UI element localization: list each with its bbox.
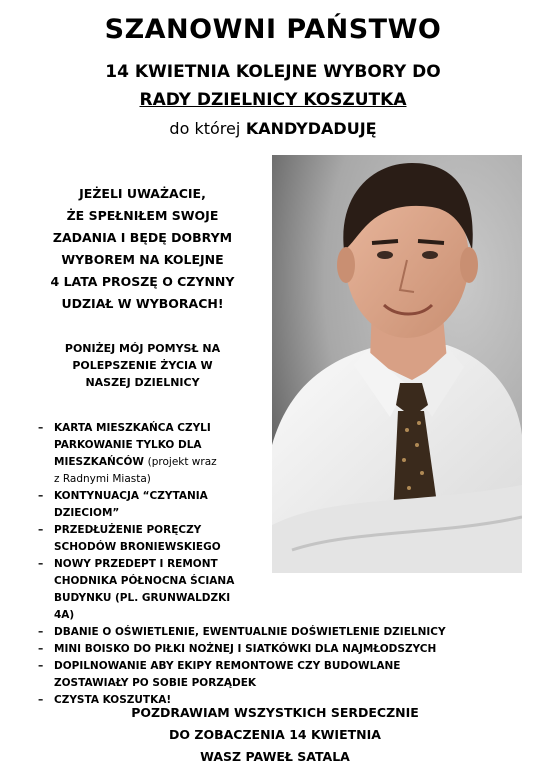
idea-line: PARKOWANIE TYLKO DLA [54, 439, 202, 451]
idea-line: SCHODÓW BRONIEWSKIEGO [54, 541, 221, 553]
idea-line: – KONTYNUACJA “CZYTANIA [54, 490, 208, 502]
closing-line: POZDRAWIAM WSZYSTKICH SERDECZNIE [131, 705, 419, 720]
list-item [38, 624, 518, 641]
appeal-line: ŻE SPEŁNIŁEM SWOJE [66, 208, 219, 223]
idea-line: CHODNIKA PÓŁNOCNA ŚCIANA [54, 575, 235, 587]
idea-project-note: (projekt wraz [147, 456, 217, 468]
closing-signature-name: WASZ PAWEŁ SATALA [200, 749, 350, 764]
intro-line: NASZEJ DZIELNICY [85, 376, 200, 389]
ideas-intro [30, 340, 255, 391]
intro-line: PONIŻEJ MÓJ POMYSŁ NA [64, 342, 221, 355]
appeal-line: JEŻELI UWAŻACIE, [79, 186, 206, 201]
list-item [38, 522, 244, 556]
headline-council-name [0, 90, 546, 110]
appeal-line: 4 LATA PROSZĘ O CZYNNY [50, 274, 235, 289]
idea-line: – KARTA MIESZKAŃCA CZYLI [54, 422, 211, 434]
ideas-list [38, 420, 518, 709]
intro-line: POLEPSZENIE ŻYCIA W [72, 359, 213, 372]
idea-line [54, 454, 244, 471]
closing-signature [90, 702, 460, 768]
idea-line: – PRZEDŁUŻENIE PORĘCZY [54, 524, 202, 536]
list-item [38, 488, 244, 522]
candidacy-word: KANDYDADUJĘ [245, 119, 377, 138]
idea-line: – NOWY PRZEDEPT I REMONT [54, 558, 218, 570]
idea-line: ZOSTAWIAŁY PO SOBIE PORZĄDEK [54, 677, 257, 689]
idea-residents: MIESZKAŃCÓW [54, 456, 144, 468]
list-item [38, 641, 518, 658]
idea-line: z Radnymi Miasta) [54, 473, 151, 485]
list-item [38, 556, 244, 624]
council-name-underlined: RADY DZIELNICY KOSZUTKA [139, 90, 407, 110]
list-item [38, 420, 244, 488]
appeal-line: UDZIAŁ W WYBORACH! [61, 296, 224, 311]
idea-line: – DOPILNOWANIE ABY EKIPY REMONTOWE CZY BUDOWLANE [54, 660, 401, 672]
headline-election-date: 14 KWIETNIA KOLEJNE WYBORY DO [105, 62, 441, 82]
idea-line: – MINI BOISKO DO PIŁKI NOŻNEJ I SIATKÓWKI DLA NAJMŁODSZYCH [54, 643, 437, 655]
appeal-line: ZADANIA I BĘDĘ DOBRYM [52, 230, 233, 245]
closing-line: DO ZOBACZENIA 14 KWIETNIA [169, 727, 381, 742]
candidacy-prefix: do której [169, 119, 241, 138]
appeal-line: WYBOREM NA KOLEJNE [61, 252, 224, 267]
idea-line: BUDYNKU (PL. GRUNWALDZKI 4A) [54, 592, 231, 621]
idea-line: DZIECIOM” [54, 507, 120, 519]
headline-candidacy [0, 119, 546, 138]
idea-line: – CZYSTA KOSZUTKA! [54, 694, 172, 706]
idea-line: – DBANIE O OŚWIETLENIE, EWENTUALNIE DOŚWIETLENIE DZIELNICY [54, 626, 446, 638]
list-item [38, 658, 518, 692]
voter-appeal [20, 183, 265, 315]
headline-greeting: SZANOWNI PAŃSTWO [104, 14, 442, 45]
